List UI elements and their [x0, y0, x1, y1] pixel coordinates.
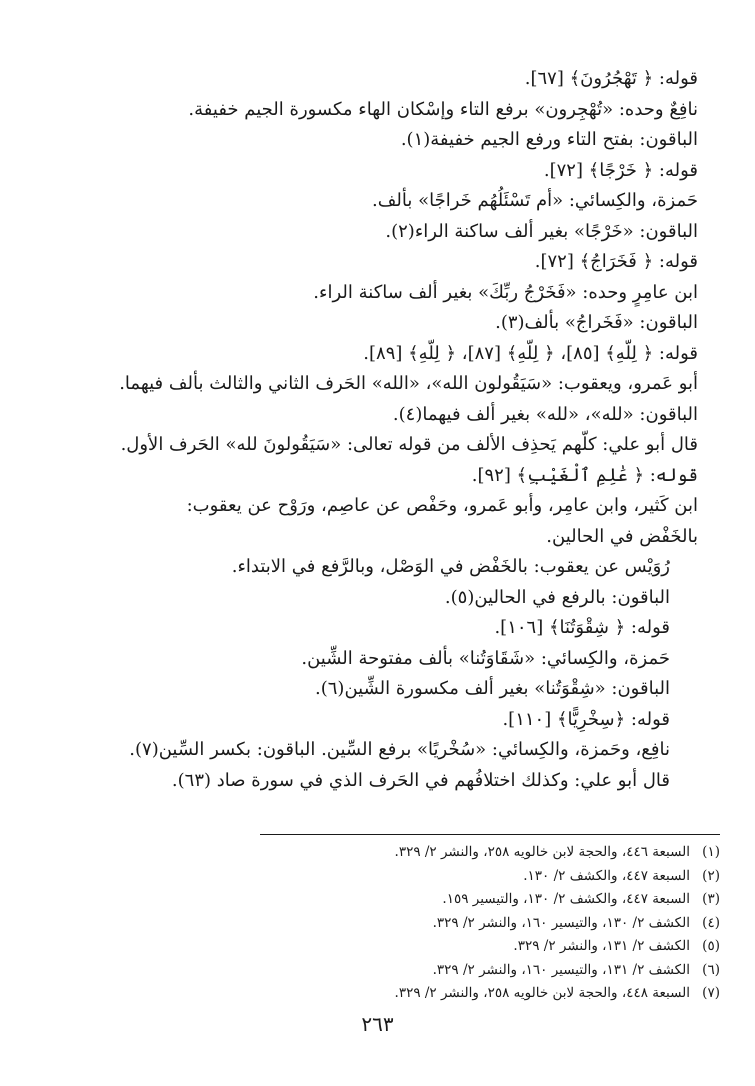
- text-line: قال أبو علي: وكذلك اختلافُهم في الحَرف الذي في سورة صاد (٦٣).: [171, 769, 670, 791]
- footnote: [260, 865, 720, 889]
- footnote-number: (٥): [702, 938, 720, 954]
- footnote-text: السبعة ٤٤٦، والحجة لابن خالويه ٢٥٨، والنشر ٢/ ٣٢٩.: [394, 844, 690, 860]
- text-line: حَمزة، والكِسائي: «أم تَسْئَلُهُم خَراجًا» بألف.: [372, 190, 698, 211]
- footnote-text: الكشف ٢/ ١٣٠، والتيسير ١٦٠، والنشر ٢/ ٣٢٩.: [432, 914, 690, 931]
- text-line: قوله: ﴿ شِقْوَتُنَا﴾ [١٠٦].: [494, 617, 670, 638]
- footnote: [260, 841, 720, 865]
- text-line: بالخَفْض في الحالين.: [546, 525, 698, 547]
- footnote-text: السبعة ٤٤٧، والكشف ٢/ ١٣٠.: [523, 867, 690, 884]
- text-line: ابن عامِرٍ وحده: «فَخَرْجُ ربِّكَ» بغير ألف ساكنة الراء.: [313, 281, 698, 303]
- text-line: الباقون: بفتح التاء ورفع الجيم خفيفة(١).: [400, 129, 698, 150]
- text-line: الباقون: «شِقْوَتُنا» بغير ألف مكسورة الشِّين(٦).: [315, 678, 670, 699]
- footnote: [260, 888, 720, 912]
- text-line: قال أبو علي: كلُّهم يَحذِف الألف من قوله تعالى: «سَيَقُولونَ لله» الحَرف الأول.: [120, 434, 698, 455]
- text-line: قوله: ﴿ خَرْجًا﴾ [٧٢].: [543, 159, 698, 181]
- footnote-number: (٧): [702, 985, 720, 1001]
- text-line: الباقون: «لله»، «لله» بغير ألف فيهما(٤).: [392, 403, 698, 425]
- footnote-number: (٦): [702, 961, 720, 978]
- footnote: [260, 935, 720, 959]
- text-line: أبو عَمرو، ويعقوب: «سَيَقُولون الله»، «الله» الحَرف الثاني والثالث بألف فيهما.: [119, 373, 698, 394]
- text-line: قوله: ﴿ فَخَرَاجُ﴾ [٧٢].: [534, 251, 698, 272]
- text-line: نافِعٌ وحده: «تُهْجِرون» برفع التاء وإسْكان الهاء مكسورة الجيم خفيفة.: [188, 98, 698, 120]
- text-line: قوله: ﴿ تَهْجُرُونَ﴾ [٦٧].: [524, 68, 698, 89]
- footnote: [260, 959, 720, 983]
- text-line: قوله: ﴿سِخْرِيًّا﴾ [١١٠].: [502, 708, 670, 730]
- main-text: [119, 64, 698, 796]
- footnote-number: (٢): [702, 867, 720, 884]
- text-line: قوله: ﴿ لِلَّهِ﴾ [٨٥]، ﴿ لِلَّهِ﴾ [٨٧]، ﴿ لِلَّهِ﴾ [٨٩].: [363, 342, 698, 364]
- footnote: [260, 912, 720, 936]
- text-line: قوله: ﴿ عَٰلِمِ ٱلْغَيْبِ﴾ [٩٢].: [471, 464, 698, 486]
- footnotes: [260, 834, 720, 1006]
- page-number: ٢٦٣: [361, 1012, 394, 1036]
- footnote-number: (٣): [702, 891, 720, 907]
- text-line: نافِع، وحَمزة، والكِسائي: «سُخْريًا» برفع السِّين. الباقون: بكسر السِّين(٧).: [129, 739, 670, 760]
- footnote: [260, 982, 720, 1006]
- footnote-number: (١): [702, 844, 720, 860]
- text-line: رُوَيْس عن يعقوب: بالخَفْض في الوَصْل، وبالرَّفع في الابتداء.: [231, 556, 670, 577]
- text-line: ابن كَثير، وابن عامِر، وأبو عَمرو، وحَفْص عن عاصِم، ورَوْح عن يعقوب:: [186, 495, 698, 516]
- footnote-text: الكشف ٢/ ١٣١، والنشر ٢/ ٣٢٩.: [513, 938, 690, 954]
- footnote-text: السبعة ٤٤٧، والكشف ٢/ ١٣٠، والتيسير ١٥٩.: [442, 891, 690, 907]
- text-line: حَمزة، والكِسائي: «شَقَاوَتُنا» بألف مفتوحة الشِّين.: [301, 647, 670, 669]
- footnote-text: الكشف ٢/ ١٣١، والتيسير ١٦٠، والنشر ٢/ ٣٢٩.: [432, 961, 690, 978]
- text-line: الباقون: بالرفع في الحالين(٥).: [444, 586, 670, 608]
- text-line: الباقون: «فَخَراجُ» بألف(٣).: [495, 312, 698, 333]
- text-line: الباقون: «خَرْجًا» بغير ألف ساكنة الراء(٢).: [385, 220, 698, 242]
- footnote-number: (٤): [702, 914, 720, 931]
- footnote-text: السبعة ٤٤٨، والحجة لابن خالويه ٢٥٨، والنشر ٢/ ٣٢٩.: [394, 985, 690, 1001]
